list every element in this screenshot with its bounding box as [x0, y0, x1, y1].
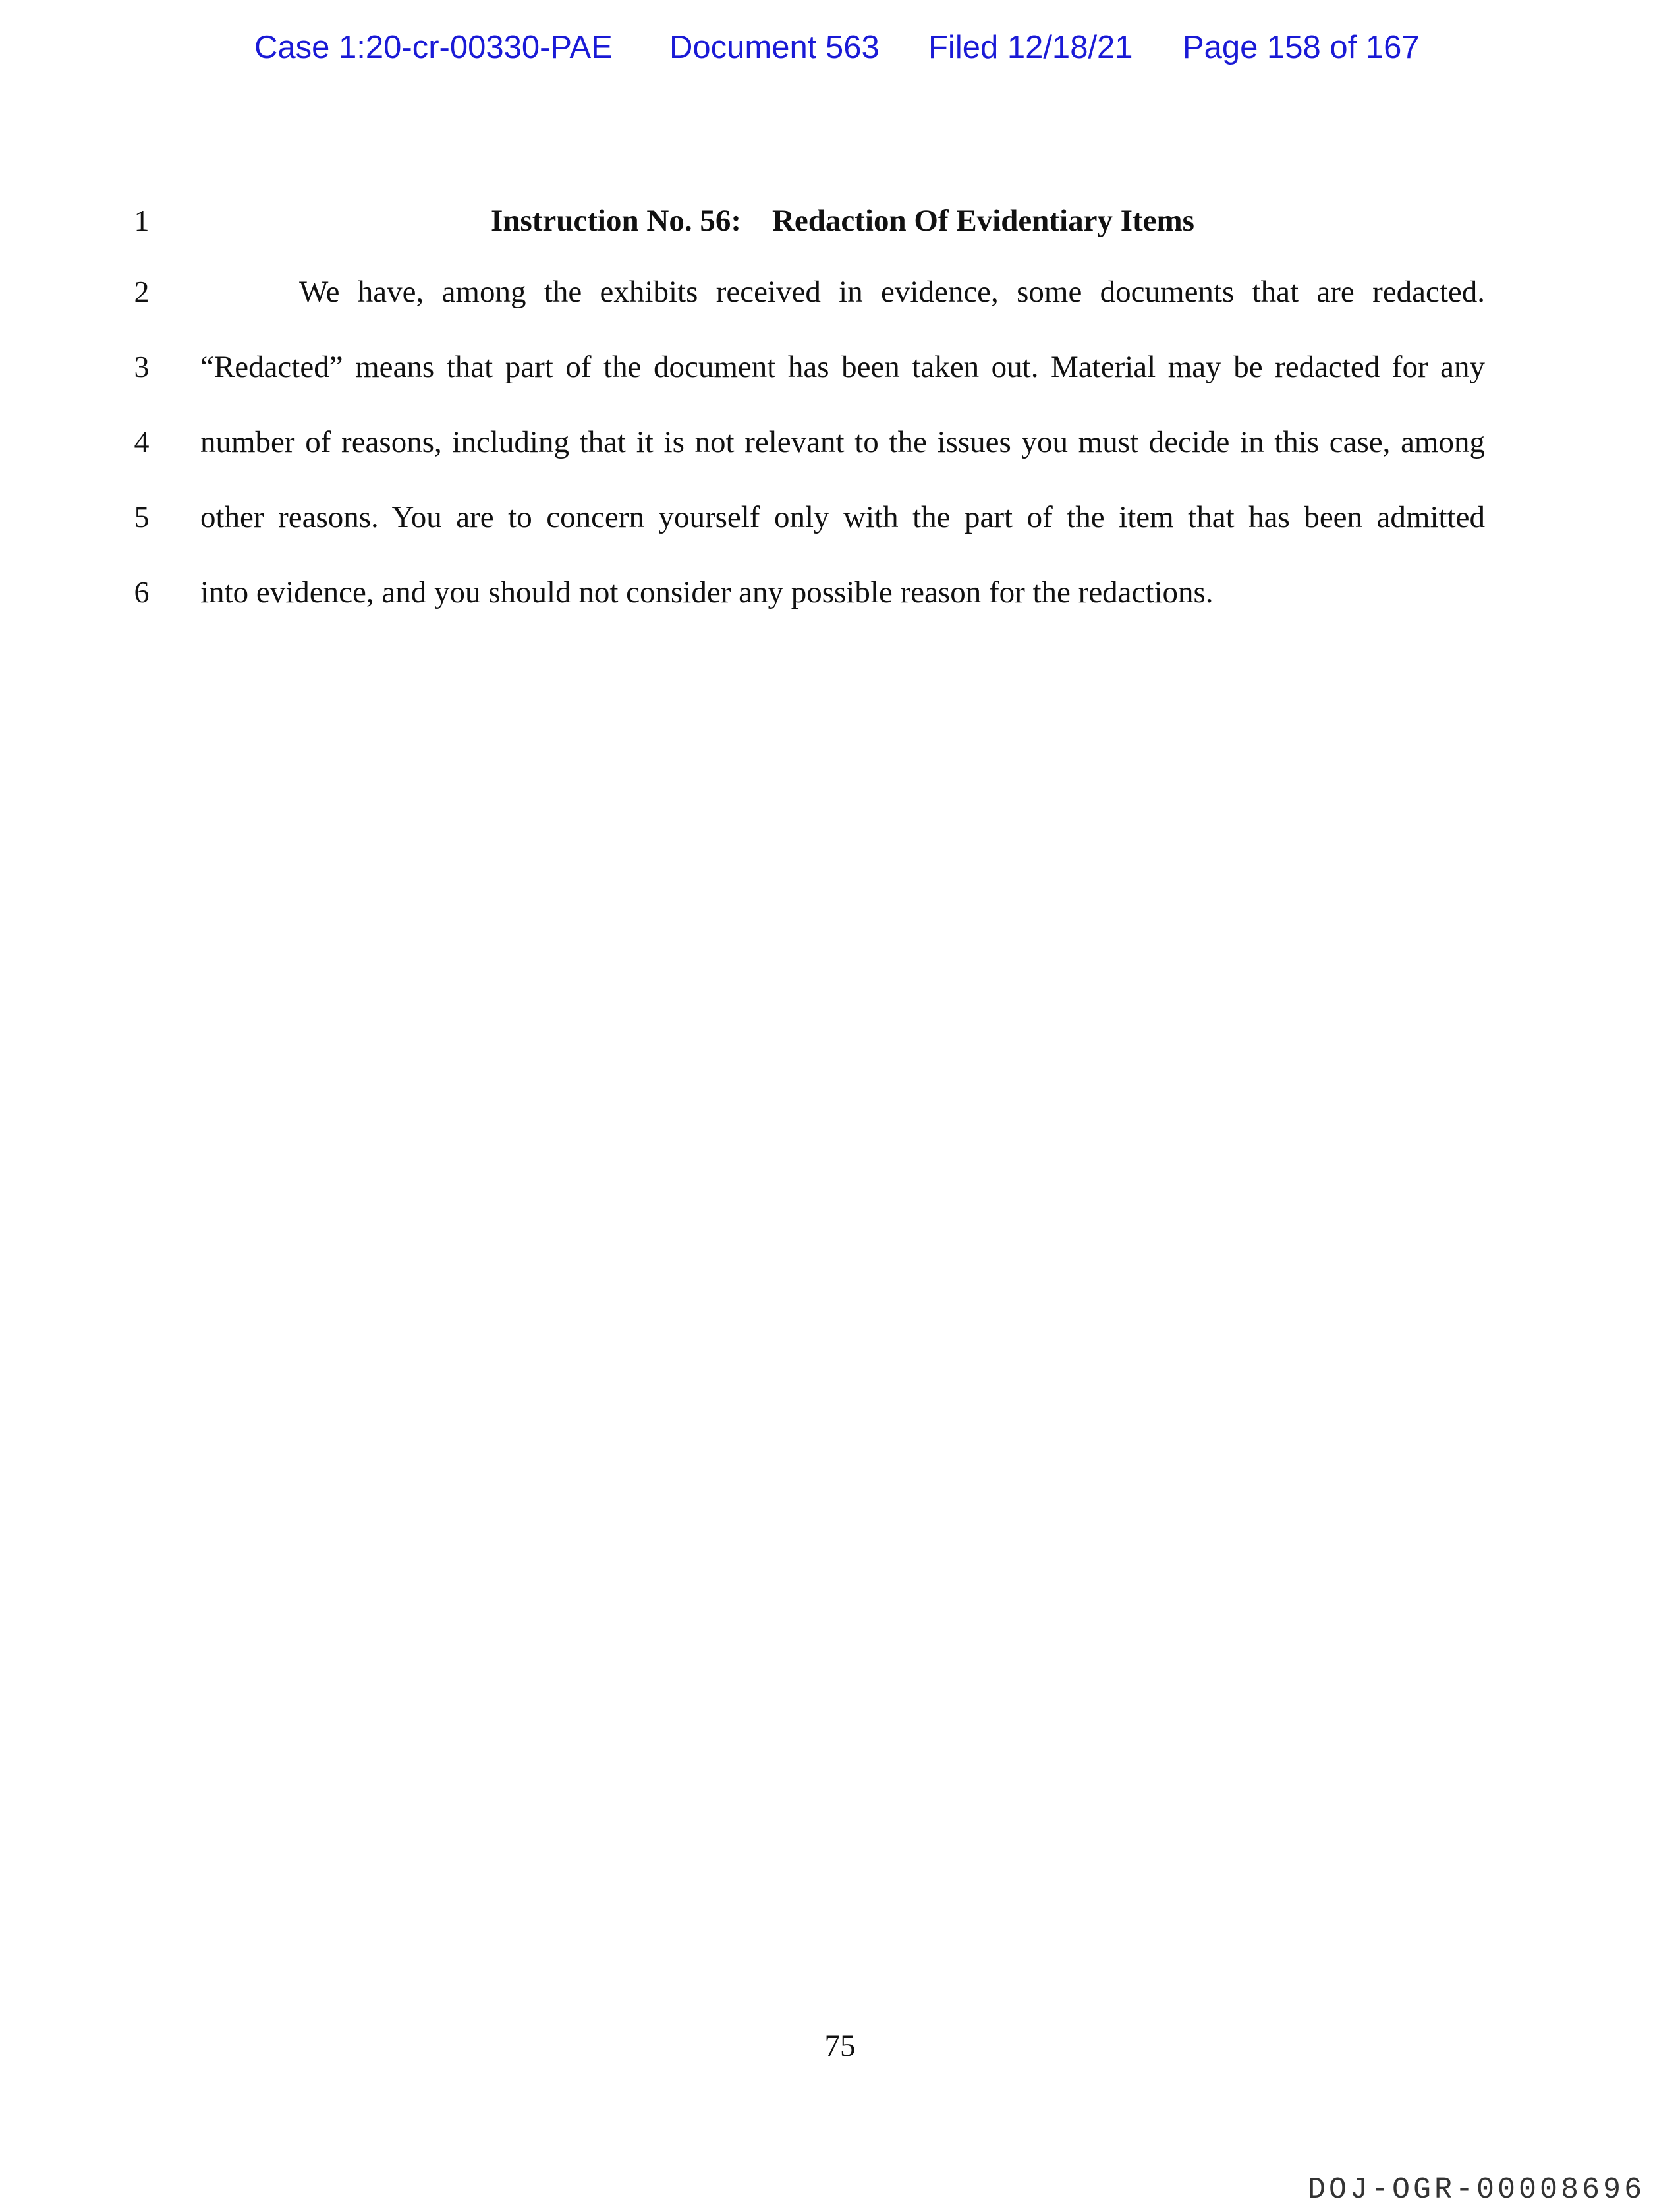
case-number: Case 1:20-cr-00330-PAE	[254, 30, 613, 65]
body-line-2: We have, among the exhibits received in evidence, some documents that are redacted.	[299, 275, 1485, 309]
page-of-total: Page 158 of 167	[1183, 30, 1420, 65]
body-line-3: “Redacted” means that part of the document has been taken out. Material may be redacted for any	[200, 350, 1485, 384]
body-line-5: other reasons. You are to concern yourself only with the part of the item that has been admitted	[200, 500, 1485, 534]
page-number: 75	[824, 2029, 856, 2063]
line-number-2: 2	[134, 275, 150, 308]
line-number-3: 3	[134, 350, 150, 383]
line-number-6: 6	[134, 575, 150, 609]
filed-date: Filed 12/18/21	[928, 30, 1133, 65]
bates-number: DOJ-OGR-00008696	[1308, 2173, 1646, 2207]
line-number-5: 5	[134, 500, 150, 534]
body-line-4: number of reasons, including that it is not relevant to the issues you must decide in this case, among	[200, 425, 1485, 459]
instruction-title: Instruction No. 56: Redaction Of Evidentiary Items	[491, 204, 1194, 238]
line-number-4: 4	[134, 425, 150, 459]
filing-header	[0, 29, 1680, 75]
body-line-6: into evidence, and you should not consider any possible reason for the redactions.	[200, 575, 1214, 610]
document-number: Document 563	[669, 30, 880, 65]
line-number-1: 1	[134, 204, 150, 237]
